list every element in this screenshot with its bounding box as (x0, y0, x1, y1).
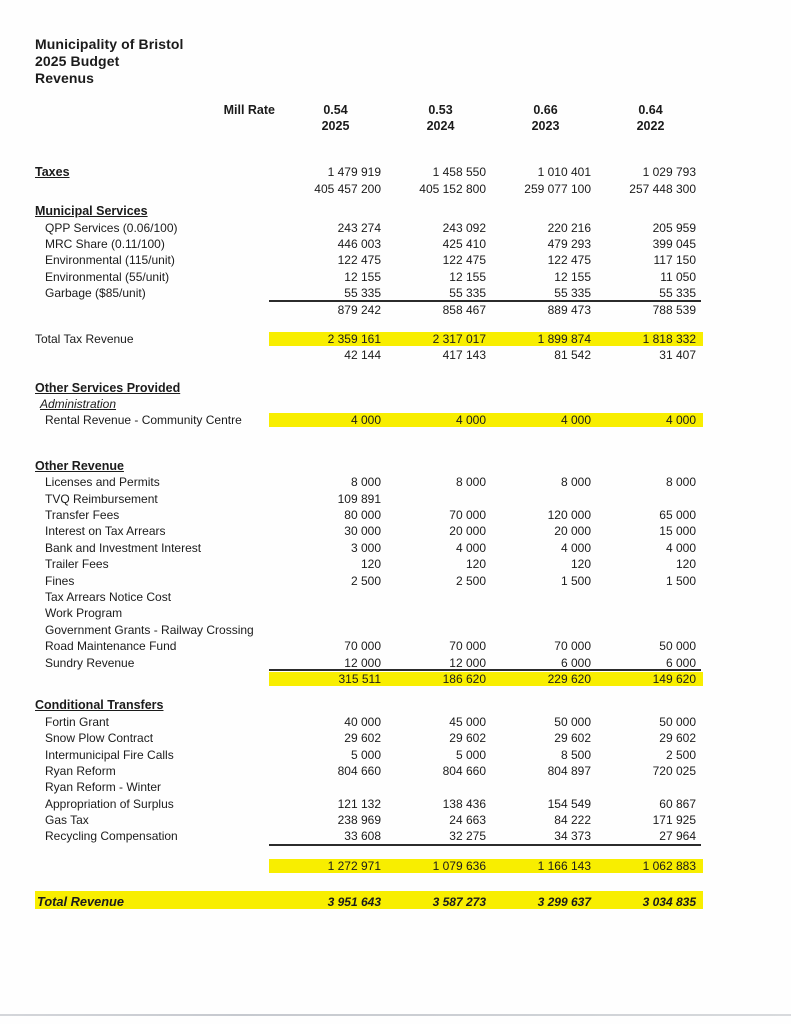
row-label: Snow Plow Contract (45, 731, 154, 746)
cell-value: 257 448 300 (629, 181, 696, 196)
table-row (35, 637, 703, 653)
cell-value: 1 479 919 (327, 165, 381, 180)
table-row (35, 891, 703, 909)
table-row (35, 620, 703, 636)
mill-rate-value: 0.54 (323, 103, 348, 117)
table-row (35, 395, 703, 411)
column-header-2023 (493, 102, 598, 134)
cell-value: 5 000 (350, 747, 381, 762)
row-label: Bank and Investment Interest (45, 540, 202, 555)
cell-value: 879 242 (337, 302, 381, 317)
table-row (35, 346, 703, 362)
row-values (283, 748, 703, 762)
row-values (283, 165, 703, 179)
table-row (35, 202, 703, 218)
row-label: Trailer Fees (45, 557, 109, 572)
cell-value: 42 144 (344, 348, 381, 363)
document-title: Municipality of Bristol (35, 36, 184, 52)
cell-value: 70 000 (449, 508, 486, 523)
cell-value: 2 317 017 (432, 331, 486, 346)
table-row (35, 745, 703, 761)
row-label: Tax Arrears Notice Cost (45, 589, 172, 604)
title-block (35, 36, 703, 87)
row-label: Interest on Tax Arrears (45, 524, 166, 539)
cell-value (388, 492, 493, 506)
row-label: Total Revenue (37, 893, 124, 909)
cell-value: 50 000 (659, 714, 696, 729)
cell-value: 29 602 (659, 731, 696, 746)
cell-value: 1 166 143 (537, 858, 591, 873)
cell-value: 243 092 (442, 220, 486, 235)
row-label: Rental Revenue - Community Centre (45, 413, 242, 428)
cell-value: 1 818 332 (642, 331, 696, 346)
cell-value: 6 000 (560, 655, 591, 670)
row-values (283, 656, 703, 670)
row-values (283, 332, 703, 346)
column-year: 2025 (321, 119, 350, 133)
cell-value: 788 539 (652, 302, 696, 317)
cell-value: 186 620 (442, 671, 486, 686)
cell-value (493, 492, 598, 506)
cell-value: 1 062 883 (642, 858, 696, 873)
table-row (35, 856, 703, 872)
table-row (35, 794, 703, 810)
table-row (35, 235, 703, 251)
cell-value: 425 410 (442, 236, 486, 251)
table-row (35, 571, 703, 587)
cell-value: 417 143 (442, 348, 486, 363)
cell-value: 8 000 (455, 475, 486, 490)
cell-value: 32 275 (449, 829, 486, 844)
cell-value: 55 335 (554, 286, 591, 301)
cell-value: 8 000 (350, 475, 381, 490)
cell-value: 1 899 874 (537, 331, 591, 346)
cell-value: 70 000 (554, 639, 591, 654)
row-values (283, 492, 703, 506)
cell-value: 3 951 643 (327, 894, 381, 909)
row-label: Environmental (115/unit) (45, 253, 175, 268)
cell-value: 120 000 (547, 508, 591, 523)
row-label: Sundry Revenue (45, 655, 135, 670)
document-subtitle: 2025 Budget (35, 53, 120, 69)
budget-table (35, 163, 703, 909)
cell-value: 12 000 (449, 655, 486, 670)
cell-value: 84 222 (554, 813, 591, 828)
cell-value: 20 000 (449, 524, 486, 539)
row-label: Garbage ($85/unit) (45, 286, 146, 301)
table-row (35, 300, 703, 316)
cell-value: 1 079 636 (432, 858, 486, 873)
row-label: Taxes (35, 165, 70, 180)
row-values (283, 270, 703, 284)
table-row (35, 604, 703, 620)
cell-value: 55 335 (659, 286, 696, 301)
column-header-2024 (388, 102, 493, 134)
cell-value: 1 029 793 (642, 165, 696, 180)
table-row (35, 588, 703, 604)
table-row (35, 456, 703, 472)
cell-value (598, 492, 703, 506)
cell-value: 171 925 (652, 813, 696, 828)
table-row (35, 251, 703, 267)
cell-value: 121 132 (337, 796, 381, 811)
cell-value: 120 (570, 557, 591, 572)
cell-value: 55 335 (344, 286, 381, 301)
cell-value: 446 003 (337, 236, 381, 251)
cell-value: 2 500 (350, 573, 381, 588)
cell-value: 33 608 (344, 829, 381, 844)
row-label: Road Maintenance Fund (45, 639, 177, 654)
cell-value: 1 272 971 (327, 858, 381, 873)
cell-value: 109 891 (337, 491, 381, 506)
column-year: 2022 (636, 119, 665, 133)
cell-value: 238 969 (337, 813, 381, 828)
row-label: Recycling Compensation (45, 829, 178, 844)
cell-value: 11 050 (660, 269, 696, 284)
cell-value: 20 000 (554, 524, 591, 539)
table-row (35, 653, 703, 669)
cell-value: 120 (675, 557, 696, 572)
cell-value: 81 542 (554, 348, 591, 363)
row-label: Transfer Fees (45, 508, 120, 523)
row-label: QPP Services (0.06/100) (45, 220, 178, 235)
mill-rate-value: 0.53 (428, 103, 453, 117)
cell-value: 45 000 (449, 714, 486, 729)
row-values (283, 672, 703, 686)
mill-rate-value: 0.64 (638, 103, 663, 117)
cell-value: 1 010 401 (537, 165, 591, 180)
cell-value: 6 000 (665, 655, 696, 670)
row-spacer (35, 317, 703, 330)
cell-value: 31 407 (659, 348, 696, 363)
cell-value: 50 000 (659, 639, 696, 654)
cell-value: 405 152 800 (419, 181, 486, 196)
cell-value: 220 216 (547, 220, 591, 235)
cell-value: 4 000 (560, 540, 591, 555)
row-values (283, 639, 703, 653)
cell-value: 2 500 (455, 573, 486, 588)
row-spacer (35, 686, 703, 696)
row-values (283, 797, 703, 811)
row-label: Intermunicipal Fire Calls (45, 747, 174, 762)
mill-rate-header (35, 102, 703, 134)
table-row (35, 284, 703, 300)
cell-value: 405 457 200 (314, 181, 381, 196)
row-label: Administration (40, 397, 117, 412)
cell-value: 149 620 (652, 671, 696, 686)
row-values (283, 221, 703, 235)
cell-value: 117 150 (653, 253, 696, 268)
table-row (35, 378, 703, 394)
row-values (283, 475, 703, 489)
cell-value: 122 475 (547, 253, 591, 268)
row-values (283, 303, 703, 317)
cell-value: 8 000 (665, 475, 696, 490)
table-row (35, 827, 703, 843)
row-label: Work Program (45, 606, 123, 621)
cell-value: 60 867 (659, 796, 696, 811)
row-values (283, 508, 703, 522)
table-row (35, 712, 703, 728)
cell-value: 12 000 (344, 655, 381, 670)
cell-value: 1 500 (560, 573, 591, 588)
table-row (35, 267, 703, 283)
cell-value: 315 511 (338, 671, 381, 686)
row-label: Other Revenue (35, 458, 124, 473)
row-values (283, 829, 703, 843)
cell-value: 12 155 (344, 269, 381, 284)
cell-value: 2 500 (665, 747, 696, 762)
cell-value: 243 274 (337, 220, 381, 235)
cell-value: 120 (360, 557, 381, 572)
row-label: Ryan Reform - Winter (45, 780, 162, 795)
cell-value: 259 077 100 (524, 181, 591, 196)
cell-value: 720 025 (652, 763, 696, 778)
row-values (283, 813, 703, 827)
cell-value: 122 475 (442, 253, 486, 268)
row-spacer (35, 873, 703, 891)
mill-rate-columns (283, 102, 703, 134)
cell-value: 4 000 (455, 413, 486, 428)
table-row (35, 506, 703, 522)
row-label: Total Tax Revenue (35, 331, 134, 346)
table-row (35, 555, 703, 571)
column-year: 2023 (531, 119, 560, 133)
cell-value: 1 500 (665, 573, 696, 588)
table-row (35, 778, 703, 794)
mill-rate-value: 0.66 (533, 103, 558, 117)
row-label: TVQ Reimbursement (45, 491, 158, 506)
cell-value: 4 000 (455, 540, 486, 555)
cell-value: 80 000 (344, 508, 381, 523)
column-year: 2024 (426, 119, 455, 133)
cell-value: 5 000 (455, 747, 486, 762)
cell-value: 40 000 (344, 714, 381, 729)
cell-value: 399 045 (652, 236, 696, 251)
page-content (35, 36, 703, 909)
row-values (283, 253, 703, 267)
table-row (35, 762, 703, 778)
row-label: Licenses and Permits (45, 475, 160, 490)
row-values (283, 237, 703, 251)
row-label: Environmental (55/unit) (45, 269, 170, 284)
cell-value: 29 602 (344, 731, 381, 746)
cell-value: 2 359 161 (327, 331, 381, 346)
table-row (35, 218, 703, 234)
table-row (35, 473, 703, 489)
cell-value: 4 000 (560, 413, 591, 428)
row-values (283, 286, 703, 300)
cell-value: 70 000 (344, 639, 381, 654)
scan-edge-line (0, 1014, 791, 1016)
cell-value: 479 293 (547, 236, 591, 251)
cell-value: 4 000 (350, 413, 381, 428)
row-values (283, 557, 703, 571)
cell-value: 4 000 (665, 540, 696, 555)
cell-value: 24 663 (449, 813, 486, 828)
row-label: Ryan Reform (45, 763, 116, 778)
row-label: Fines (45, 573, 75, 588)
row-values (283, 413, 703, 427)
cell-value: 889 473 (547, 302, 591, 317)
cell-value: 804 660 (442, 763, 486, 778)
mill-rate-label: Mill Rate (223, 103, 275, 117)
table-row (35, 670, 703, 686)
table-row (35, 330, 703, 346)
row-label: Conditional Transfers (35, 698, 164, 713)
cell-value: 30 000 (344, 524, 381, 539)
cell-value: 34 373 (554, 829, 591, 844)
cell-value: 8 500 (560, 747, 591, 762)
row-values (283, 715, 703, 729)
cell-value: 29 602 (449, 731, 486, 746)
row-values (283, 731, 703, 745)
cell-value: 27 964 (659, 829, 696, 844)
cell-value: 50 000 (554, 714, 591, 729)
cell-value: 205 959 (652, 220, 696, 235)
cell-value: 138 436 (442, 796, 486, 811)
cell-value: 12 155 (449, 269, 486, 284)
cell-value: 3 000 (350, 540, 381, 555)
cell-value: 70 000 (449, 639, 486, 654)
cell-value: 12 155 (554, 269, 591, 284)
document-revenue-label: Revenus (35, 70, 95, 86)
cell-value: 804 897 (547, 763, 591, 778)
table-row (35, 411, 703, 427)
cell-value: 3 034 835 (642, 894, 696, 909)
cell-value: 804 660 (337, 763, 381, 778)
row-label: Municipal Services (35, 204, 148, 219)
cell-value: 120 (465, 557, 486, 572)
table-row (35, 811, 703, 827)
cell-value: 858 467 (442, 302, 486, 317)
column-header-2025 (283, 102, 388, 134)
row-values (283, 524, 703, 538)
cell-value: 1 458 550 (432, 165, 486, 180)
row-values (283, 764, 703, 778)
cell-value: 154 549 (547, 796, 591, 811)
row-values (283, 574, 703, 588)
row-values (283, 541, 703, 555)
row-label: Appropriation of Surplus (45, 796, 174, 811)
table-row (35, 489, 703, 505)
row-spacer (35, 427, 703, 456)
table-row (35, 522, 703, 538)
row-label: MRC Share (0.11/100) (45, 236, 165, 251)
cell-value: 3 587 273 (432, 894, 486, 909)
cell-value: 229 620 (547, 671, 591, 686)
table-row (35, 538, 703, 554)
cell-value: 3 299 637 (537, 894, 591, 909)
table-row (35, 179, 703, 195)
row-spacer (35, 362, 703, 378)
cell-value: 29 602 (554, 731, 591, 746)
cell-value: 122 475 (337, 253, 381, 268)
table-row (35, 163, 703, 179)
cell-value: 4 000 (665, 413, 696, 428)
cell-value: 8 000 (560, 475, 591, 490)
row-label: Gas Tax (45, 813, 89, 828)
cell-value: 65 000 (659, 508, 696, 523)
row-values (283, 895, 703, 909)
row-label: Fortin Grant (45, 714, 110, 729)
cell-value: 55 335 (449, 286, 486, 301)
column-header-2022 (598, 102, 703, 134)
row-label: Government Grants - Railway Crossing (45, 622, 254, 637)
cell-value: 15 000 (659, 524, 696, 539)
row-values (283, 348, 703, 362)
table-row (35, 696, 703, 712)
table-row (35, 729, 703, 745)
row-label: Other Services Provided (35, 380, 181, 395)
row-values (283, 182, 703, 196)
row-values (283, 859, 703, 873)
